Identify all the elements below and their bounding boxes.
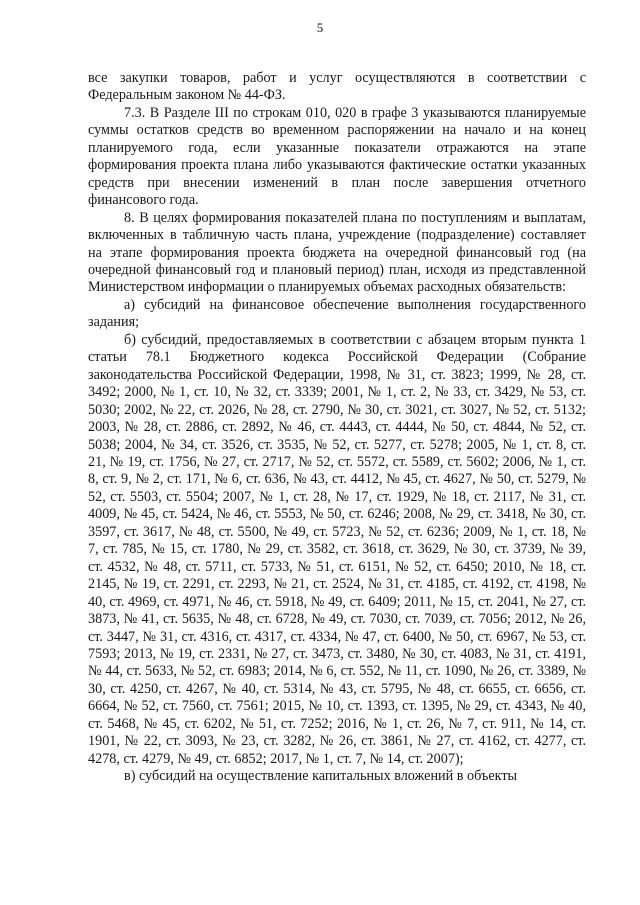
paragraph-8-v: в) субсидий на осуществление капитальных вложений в объекты bbox=[124, 768, 518, 785]
paragraph-8: 8. В целях формирования показателей плана по поступлениям и выплатам, включенных в табличную часть плана, учреждение (подразделение) составляет на этапе формирования проекта бюджета на очередной финансовый год (на очередной финансовый год и плановый период) план, исходя из представленной Министерством информации о планируемых объемах расходных обязательств: bbox=[88, 209, 586, 296]
document-body bbox=[88, 70, 586, 786]
paragraph-8-a: а) субсидий на финансовое обеспечение выполнения государственного задания; bbox=[88, 296, 586, 331]
paragraph-8-b: б) субсидий, предоставляемых в соответствии с абзацем вторым пункта 1 статьи 78.1 Бюджетного кодекса Российской Федерации (Собрание законодательства Российской Федерации, 1998, № 31, ст. 3823; 1999, № 28, ст. 3492; 2000, № 1, ст. 10, № 32, ст. 3339; 2001, № 1, ст. 2, № 33, ст. 3429, № 53, ст. 5030; 2002, № 22, ст. 2026, № 28, ст. 2790, № 30, ст. 3021, ст. 3027, № 52, ст. 5132; 2003, № 28, ст. 2886, ст. 2892, № 46, ст. 4443, ст. 4444, № 50, ст. 4844, № 52, ст. 5038; 2004, № 34, ст. 3526, ст. 3535, № 52, ст. 5277, ст. 5278; 2005, № 1, ст. 8, ст. 21, № 19, ст. 1756, № 27, ст. 2717, № 52, ст. 5572, ст. 5589, ст. 5602; 2006, № 1, ст. 8, ст. 9, № 2, ст. 171, № 6, ст. 636, № 43, ст. 4412, № 45, ст. 4627, № 50, ст. 5279, № 52, ст. 5503, ст. 5504; 2007, № 1, ст. 28, № 17, ст. 1929, № 18, ст. 2117, № 31, ст. 4009, № 45, ст. 5424, № 46, ст. 5553, № 50, ст. 6246; 2008, № 29, ст. 3418, № 30, ст. 3597, ст. 3617, № 48, ст. 5500, № 49, ст. 5723, № 52, ст. 6236; 2009, № 1, ст. 18, № 7, ст. 785, № 15, ст. 1780, № 29, ст. 3582, ст. 3618, ст. 3629, № 30, ст. 3739, № 39, ст. 4532, № 48, ст. 5711, ст. 5733, № 51, ст. 6151, № 52, ст. 6450; 2010, № 18, ст. 2145, № 19, ст. 2291, ст. 2293, № 21, ст. 2524, № 31, ст. 4185, ст. 4192, ст. 4198, № 40, ст. 4969, ст. 4971, № 46, ст. 5918, № 49, ст. 6409; 2011, № 15, ст. 2041, № 27, ст. 3873, № 41, ст. 5635, № 48, ст. 6728, № 49, ст. 7030, ст. 7039, ст. 7056; 2012, № 26, ст. 3447, № 31, ст. 4316, ст. 4317, ст. 4334, № 47, ст. 6400, № 50, ст. 6967, № 53, ст. 7593; 2013, № 19, ст. 2331, № 27, ст. 3473, ст. 3480, № 30, ст. 4083, № 31, ст. 4191, № 44, ст. 5633, № 52, ст. 6983; 2014, № 6, ст. 552, № 11, ст. 1090, № 26, ст. 3389, № 30, ст. 4250, ст. 4267, № 40, ст. 5314, № 43, ст. 5795, № 48, ст. 6655, ст. 6656, ст. 6664, № 52, ст. 7560, ст. 7561; 2015, № 10, ст. 1393, ст. 1395, № 29, ст. 4343, № 40, ст. 5468, № 45, ст. 6202, № 51, ст. 7252; 2016, № 1, ст. 26, № 7, ст. 911, № 14, ст. 1901, № 22, ст. 3093, № 23, ст. 3282, № 26, ст. 3861, № 27, ст. 4162, ст. 4277, ст. 4278, ст. 4279, № 49, ст. 6852; 2017, № 1, ст. 7, № 14, ст. 2007); bbox=[88, 331, 586, 767]
paragraph-7-3: 7.3. В Разделе III по строкам 010, 020 в графе 3 указываются планируемые суммы остатков средств во временном распоряжении на начало и на конец планируемого года, если указанные показатели отражаются на этапе формирования проекта плана либо указываются фактические остатки указанных средств при внесении изменений в план после завершения отчетного финансового года. bbox=[88, 104, 586, 209]
page-number: 5 bbox=[316, 20, 324, 35]
paragraph-continuation: все закупки товаров, работ и услуг осуществляются в соответствии с Федеральным законом № 44-ФЗ. bbox=[88, 70, 586, 104]
